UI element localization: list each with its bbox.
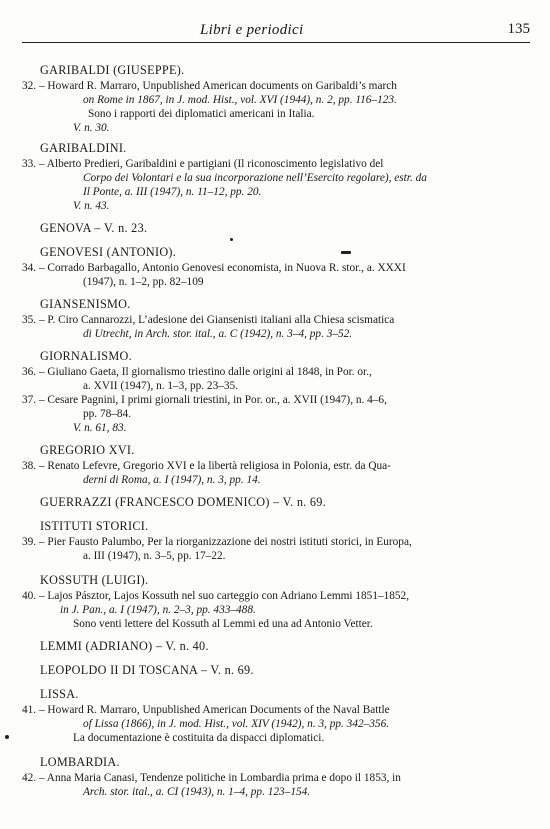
entry-41-line-2: of Lissa (1866), in J. mod. Hist., vol. XIV (1942), n. 3, pp. 342–356.: [83, 718, 390, 730]
subject-heading-with-reference: GUERRAZZI (FRANCESCO DOMENICO) – V. n. 69.: [40, 495, 327, 509]
entry-34-line-1: 34. – Corrado Barbagallo, Antonio Genovesi economista, in Nuova R. stor., a. XXXI: [22, 262, 406, 274]
ink-mark: [341, 251, 351, 254]
entry-41-line-1: 41. – Howard R. Marraro, Unpublished American Documents of the Naval Battle: [22, 704, 390, 716]
entry-35-line-2: di Utrecht, in Arch. stor. ital., a. C (1942), n. 3–4, pp. 3–52.: [83, 328, 353, 340]
entry-35-line-1: 35. – P. Ciro Cannarozzi, L’adesione dei Giansenisti italiani alla Chiesa scismatica: [22, 314, 395, 326]
entry-36-line-2: a. XVII (1947), n. 1–3, pp. 23–35.: [83, 380, 238, 392]
entry-42-line-1: 42. – Anna Maria Canasi, Tendenze politiche in Lombardia prima e dopo il 1853, in: [22, 772, 401, 784]
entry-38-line-1: 38. – Renato Lefevre, Gregorio XVI e la libertà religiosa in Polonia, estr. da Qua-: [22, 460, 391, 472]
entry-32-line-2: on Rome in 1867, in J. mod. Hist., vol. XVI (1944), n. 2, pp. 116–123.: [83, 94, 397, 106]
ink-speck: [230, 238, 233, 241]
entry-39-line-2: a. III (1947), n. 3–5, pp. 17–22.: [83, 550, 226, 562]
running-header: [22, 22, 530, 43]
entry-32-line-1: 32. – Howard R. Marraro, Unpublished American documents on Garibaldi’s march: [22, 80, 397, 92]
entry-32-note: Sono i rapporti dei diplomatici americani in Italia.: [88, 108, 315, 120]
entry-42-line-2: Arch. stor. ital., a. CI (1943), n. 1–4, pp. 123–154.: [83, 786, 311, 798]
subject-heading: GARIBALDINI.: [40, 141, 127, 155]
subject-heading: GENOVESI (ANTONIO).: [40, 245, 177, 259]
running-title: Libri e periodici: [200, 22, 304, 38]
cross-reference: V. n. 61, 83.: [73, 422, 127, 434]
entry-33-line-2: Corpo dei Volontari e la sua incorporazione nell’Esercito regolare), estr. da: [83, 172, 427, 184]
ink-speck: [5, 735, 9, 739]
subject-heading: LISSA.: [40, 687, 79, 701]
entry-40-note: Sono venti lettere del Kossuth al Lemmi ed una ad Antonio Vetter.: [73, 618, 373, 630]
subject-heading: GIORNALISMO.: [40, 349, 132, 363]
entry-37-line-2: pp. 78–84.: [83, 408, 132, 420]
entry-33-line-1: 33. – Alberto Predieri, Garibaldini e partigiani (Il riconoscimento legislativo del: [22, 158, 384, 170]
entry-39-line-1: 39. – Pier Fausto Palumbo, Per la riorganizzazione dei nostri istituti storici, in Europa,: [22, 536, 412, 548]
entry-34-line-2: (1947), n. 1–2, pp. 82–109: [83, 276, 204, 288]
subject-heading-with-reference: LEOPOLDO II DI TOSCANA – V. n. 69.: [40, 663, 254, 677]
subject-heading: GREGORIO XVI.: [40, 443, 135, 457]
entry-41-note: La documentazione è costituita da dispacci diplomatici.: [73, 732, 325, 744]
entry-33-line-3: Il Ponte, a. III (1947), n. 11–12, pp. 20.: [83, 186, 262, 198]
page-number: 135: [507, 21, 530, 37]
subject-heading: KOSSUTH (LUIGI).: [40, 573, 149, 587]
entry-40-line-2: in J. Pan., a. I (1947), n. 2–3, pp. 433–488.: [60, 604, 256, 616]
cross-reference: V. n. 30.: [73, 122, 110, 134]
entry-38-line-2: derni di Roma, a. I (1947), n. 3, pp. 14.: [83, 474, 261, 486]
subject-heading: ISTITUTI STORICI.: [40, 519, 149, 533]
subject-heading: LOMBARDIA.: [40, 755, 120, 769]
subject-heading: GARIBALDI (GIUSEPPE).: [40, 63, 185, 77]
entry-37-line-1: 37. – Cesare Pagnini, I primi giornali triestini, in Por. or., a. XVII (1947), n. 4–6,: [22, 394, 387, 406]
subject-heading-with-reference: GENOVA – V. n. 23.: [40, 221, 148, 235]
cross-reference: V. n. 43.: [73, 200, 110, 212]
subject-heading: GIANSENISMO.: [40, 297, 131, 311]
entry-36-line-1: 36. – Giuliano Gaeta, Il giornalismo triestino dalle origini al 1848, in Por. or.,: [22, 366, 372, 378]
entry-40-line-1: 40. – Lajos Pásztor, Lajos Kossuth nel suo carteggio con Adriano Lemmi 1851–1852,: [22, 590, 410, 602]
subject-heading-with-reference: LEMMI (ADRIANO) – V. n. 40.: [40, 639, 209, 653]
